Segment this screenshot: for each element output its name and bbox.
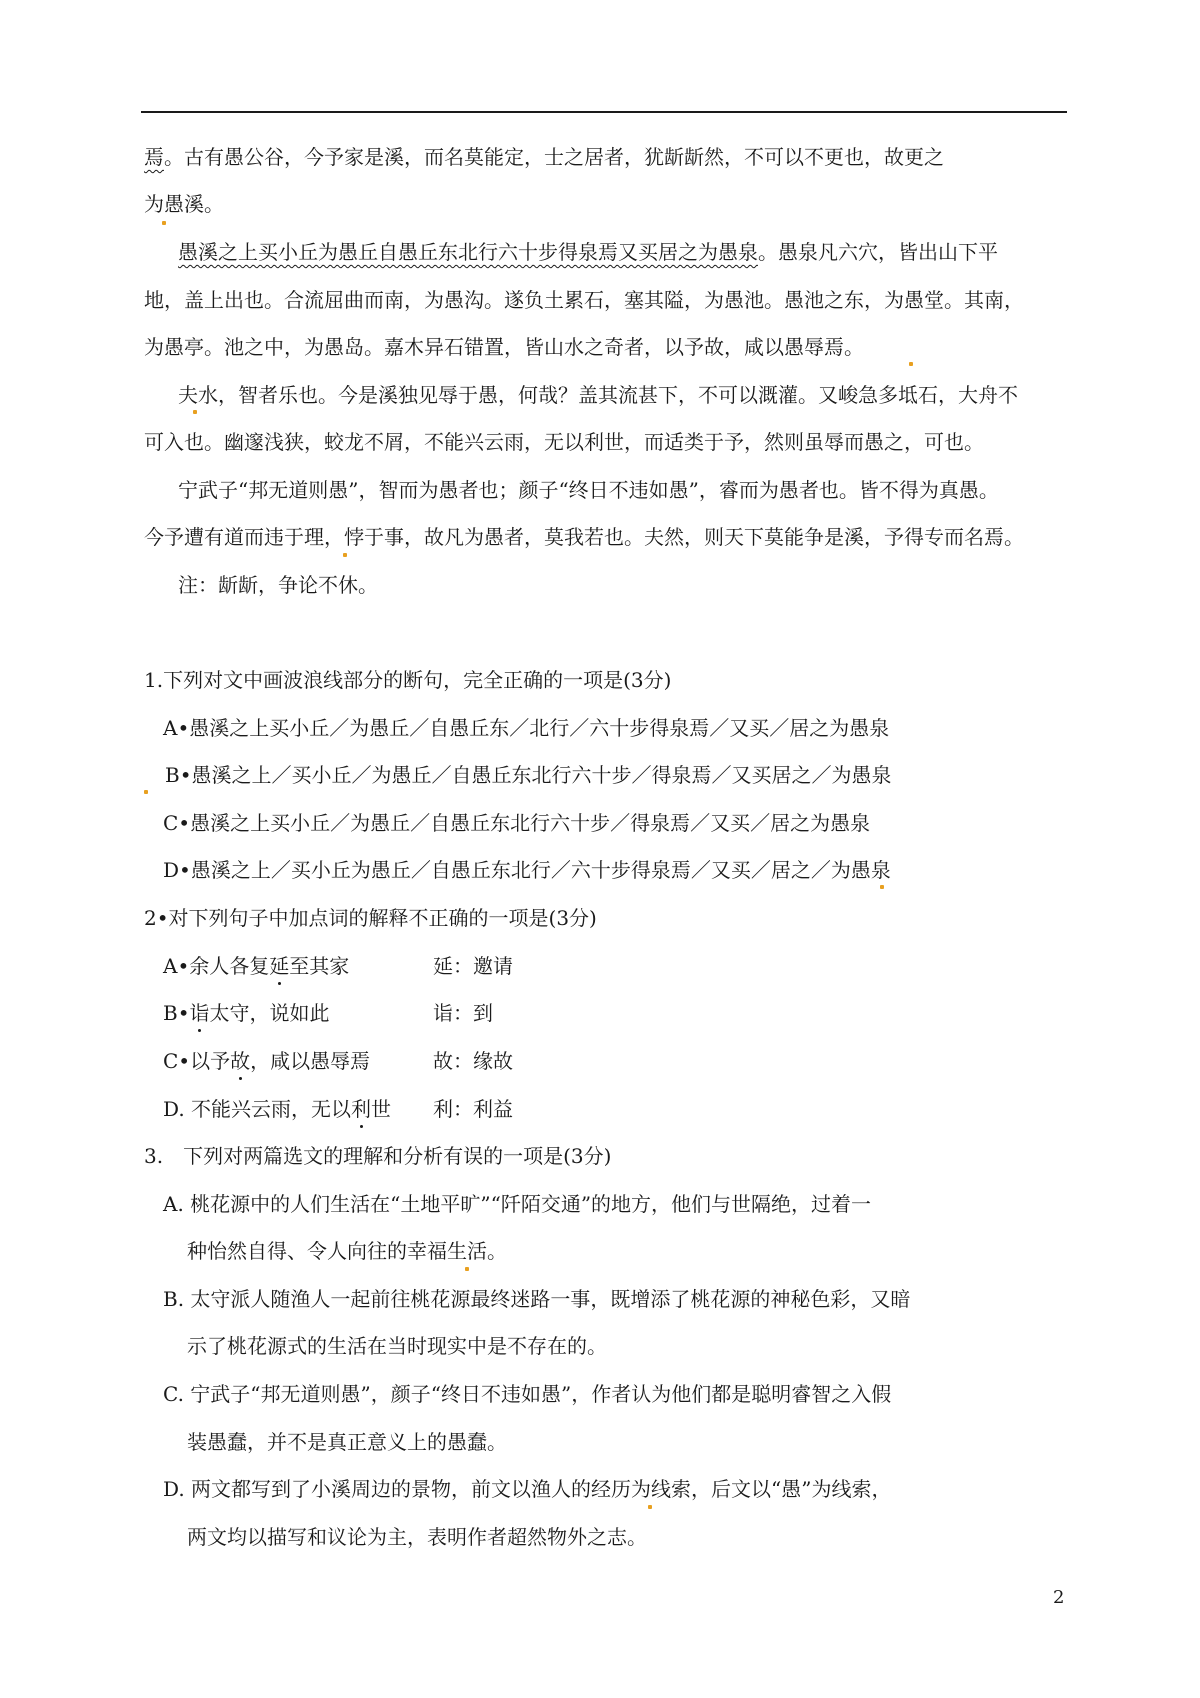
scan-speck — [144, 790, 148, 794]
scan-speck — [909, 362, 913, 366]
dotted-word: 诣 — [189, 1001, 210, 1025]
header-rule — [141, 111, 1067, 113]
question-3-option-a: A. 桃花源中的人们生活在“土地平旷”“阡陌交通”的地方，他们与世隔绝，过着一 — [163, 1192, 872, 1216]
passage-line: 焉。古有愚公谷，今予家是溪，而名莫能定，士之居者，犹龂龂然，不可以不更也，故更之 — [144, 145, 944, 169]
passage-line: 愚溪之上买小丘为愚丘自愚丘东北行六十步得泉焉又买居之为愚泉。愚泉凡六穴，皆出山下平 — [178, 240, 998, 264]
question-3-option-d-cont: 两文均以描写和议论为主，表明作者超然物外之志。 — [187, 1525, 647, 1549]
passage-line: 可入也。幽邃浅狭，蛟龙不屑，不能兴云雨，无以利世，而适类于予，然则虽辱而愚之，可也。 — [144, 430, 984, 454]
question-1-option-a: A•愚溪之上买小丘／为愚丘／自愚丘东／北行／六十步得泉焉／又买／居之为愚泉 — [163, 716, 890, 740]
scan-speck — [880, 885, 884, 889]
page-number: 2 — [1053, 1587, 1065, 1608]
dotted-word: 延 — [269, 954, 290, 978]
question-2-option-a: A•余人各复延至其家 — [163, 954, 350, 978]
question-2-option-b: B•诣太守，说如此 — [163, 1001, 330, 1025]
question-2-gloss-a: 延：邀请 — [433, 954, 513, 978]
passage-line: 夫水，智者乐也。今是溪独见辱于愚，何哉？盖其流甚下，不可以溉灌。又峻急多坻石，大舟不 — [178, 383, 1018, 407]
scan-speck — [465, 1267, 469, 1271]
passage-line: 今予遭有道而违于理，悖于事，故凡为愚者，莫我若也。夫然，则天下莫能争是溪，予得专而名焉。 — [144, 525, 1024, 549]
question-2-stem: 2•对下列句子中加点词的解释不正确的一项是(3分) — [144, 906, 597, 930]
dotted-word: 利 — [351, 1097, 372, 1121]
question-2-option-d: D. 不能兴云雨，无以利世 — [163, 1097, 392, 1121]
question-3-option-b-cont: 示了桃花源式的生活在当时现实中是不存在的。 — [187, 1334, 607, 1358]
question-3-option-b: B. 太守派人随渔人一起前往桃花源最终迷路一事，既增添了桃花源的神秘色彩，又暗 — [163, 1287, 911, 1311]
passage-line: 为愚亭。池之中，为愚岛。嘉木异石错置，皆山水之奇者，以予故，咸以愚辱焉。 — [144, 335, 864, 359]
question-1-option-b: B•愚溪之上／买小丘／为愚丘／自愚丘东北行六十步／得泉焉／又买居之／为愚泉 — [165, 763, 892, 787]
dotted-word: 故 — [230, 1049, 251, 1073]
question-3-option-c-cont: 装愚蠢，并不是真正意义上的愚蠢。 — [187, 1430, 507, 1454]
question-3-option-c: C. 宁武子“邦无道则愚”，颜子“终日不违如愚”，作者认为他们都是聪明睿智之入假 — [163, 1382, 892, 1406]
passage-line: 宁武子“邦无道则愚”，智而为愚者也；颜子“终日不违如愚”，睿而为愚者也。皆不得为真愚。 — [178, 478, 999, 502]
scan-speck — [193, 410, 197, 414]
scan-speck — [648, 1505, 652, 1509]
question-3-option-a-cont: 种怡然自得、令人向往的幸福生活。 — [187, 1239, 507, 1263]
wavy-text: 焉 — [144, 145, 164, 169]
question-2-option-c: C•以予故，咸以愚辱焉 — [163, 1049, 371, 1073]
passage-note: 注：龂龂，争论不休。 — [178, 573, 378, 597]
passage-line: 地，盖上出也。合流屈曲而南，为愚沟。遂负土累石，塞其隘，为愚池。愚池之东，为愚堂。其南， — [144, 288, 1024, 312]
wavy-underlined-sentence: 愚溪之上买小丘为愚丘自愚丘东北行六十步得泉焉又买居之为愚泉 — [178, 240, 758, 264]
question-1-option-d: D•愚溪之上／买小丘为愚丘／自愚丘东北行／六十步得泉焉／又买／居之／为愚泉 — [163, 858, 891, 882]
passage-line: 为愚溪。 — [144, 192, 224, 216]
question-1-option-c: C•愚溪之上买小丘／为愚丘／自愚丘东北行六十步／得泉焉／又买／居之为愚泉 — [163, 811, 871, 835]
scan-speck — [343, 553, 347, 557]
question-2-gloss-b: 诣：到 — [433, 1001, 493, 1025]
question-3-stem: 3. 下列对两篇选文的理解和分析有误的一项是(3分) — [144, 1144, 612, 1168]
question-2-gloss-d: 利：利益 — [433, 1097, 513, 1121]
question-2-gloss-c: 故：缘故 — [433, 1049, 513, 1073]
question-1-stem: 1.下列对文中画波浪线部分的断句，完全正确的一项是(3分) — [144, 668, 672, 692]
question-3-option-d: D. 两文都写到了小溪周边的景物，前文以渔人的经历为线索，后文以“愚”为线索， — [163, 1477, 892, 1501]
scan-speck — [162, 221, 166, 225]
